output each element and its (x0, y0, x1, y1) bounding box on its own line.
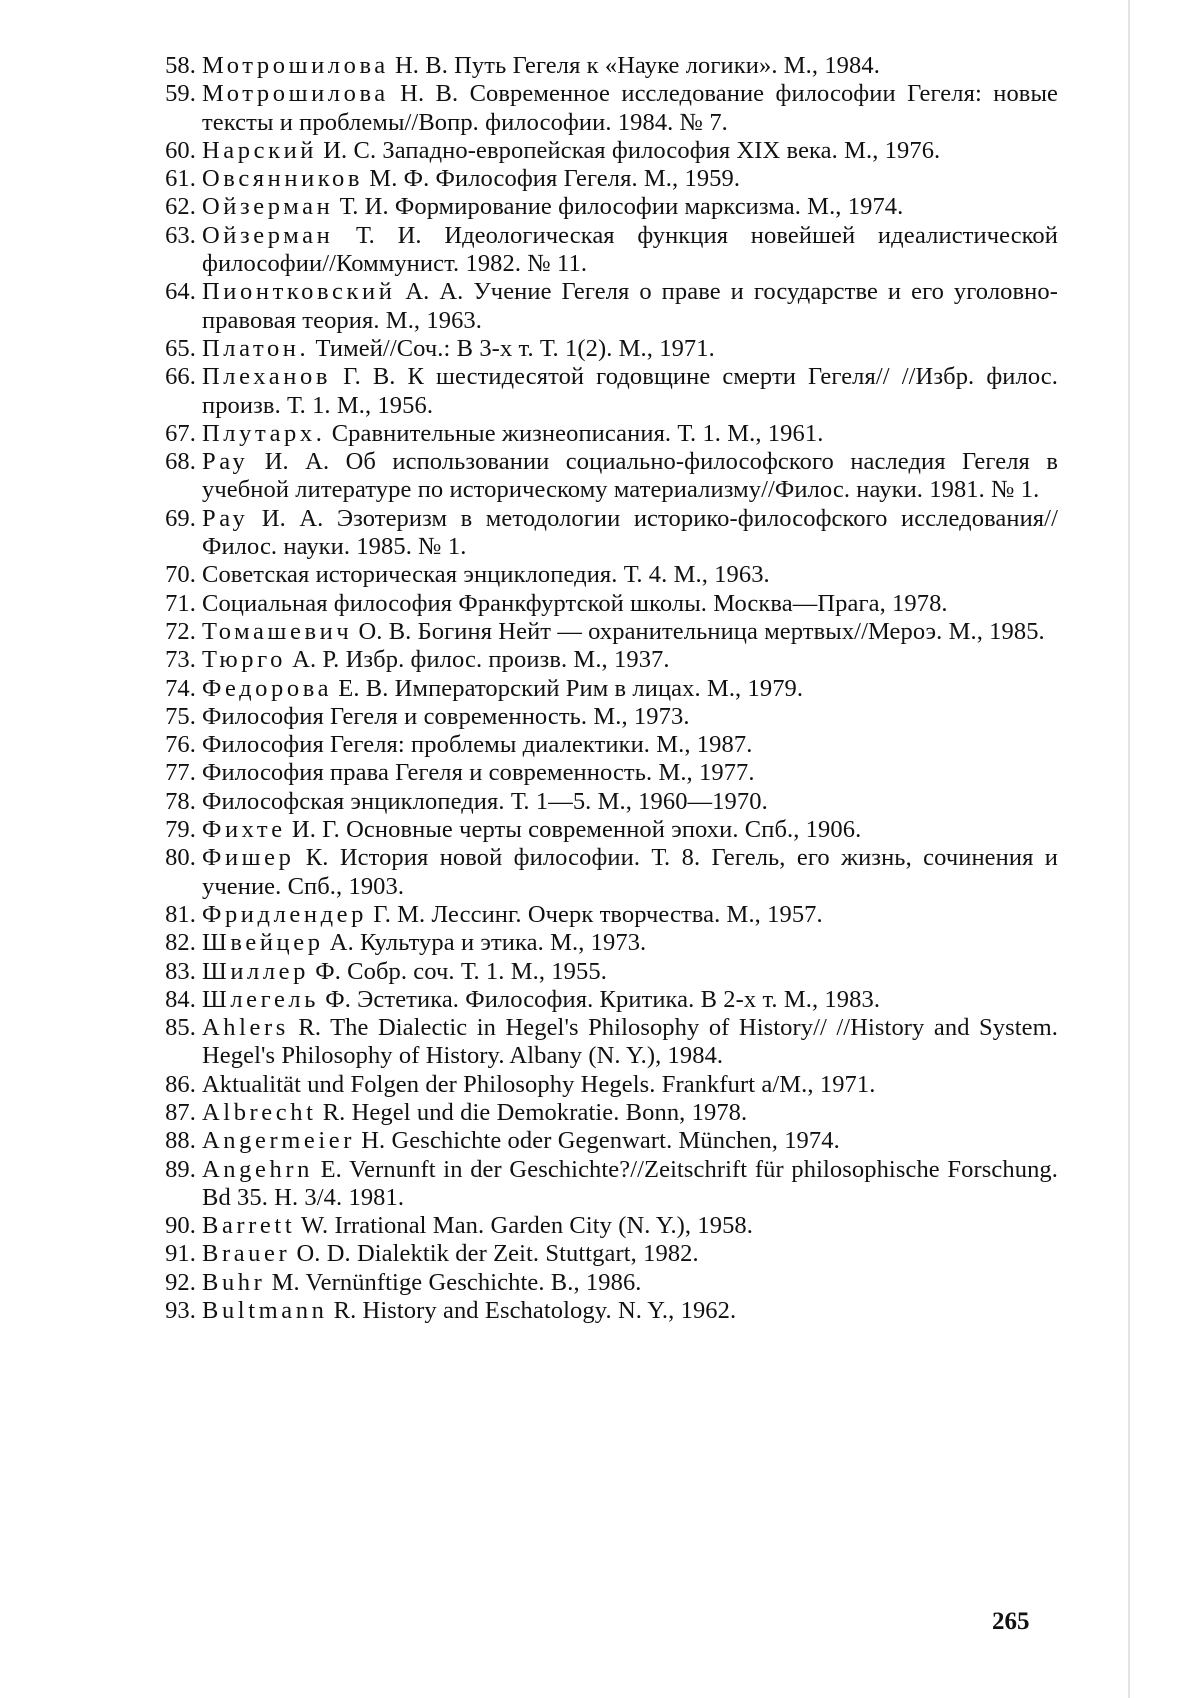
entry-author: Платон. (202, 334, 310, 362)
entry-number: 66. (165, 363, 196, 391)
entry-text: R. The Dialectic in Hegel's Philosophy of History// //History and System. Hegel's Philosophy of History. Albany (N. Y.), 1984. (202, 1014, 1058, 1070)
bibliography-entry (146, 816, 1058, 844)
entry-number: 68. (165, 448, 196, 476)
entry-number: 59. (165, 80, 196, 108)
entry-number: 89. (165, 1155, 196, 1183)
entry-number: 91. (165, 1240, 196, 1268)
bibliography-entry (146, 1014, 1058, 1071)
entry-text: W. Irrational Man. Garden City (N. Y.), 1958. (295, 1212, 754, 1240)
entry-number: 73. (165, 646, 196, 674)
entry-text: R. Hegel und die Demokratie. Bonn, 1978. (316, 1098, 748, 1126)
entry-number: 74. (165, 674, 196, 702)
entry-author: Шлегель (202, 985, 320, 1013)
entry-author: Ойзерман (202, 221, 334, 249)
entry-text: O. D. Dialektik der Zeit. Stuttgart, 1982. (290, 1240, 699, 1268)
bibliography-entry (146, 731, 1058, 759)
entry-number: 78. (165, 787, 196, 815)
page-edge-line (1128, 0, 1130, 1698)
entry-number: 58. (165, 52, 196, 79)
entry-number: 75. (165, 702, 196, 730)
entry-author: Овсянников (202, 165, 364, 193)
bibliography-entry (146, 929, 1058, 957)
entry-author: Bultmann (202, 1297, 328, 1325)
entry-text: Н. В. Современное исследование философии Гегеля: новые тексты и проблемы//Вопр. философии. 1984. № 7. (202, 80, 1058, 136)
entry-text: R. History and Eschatology. N. Y., 1962. (327, 1297, 737, 1325)
bibliography-entry (146, 420, 1058, 448)
entry-text: Ф. Эстетика. Философия. Критика. В 2-х т. М., 1983. (319, 985, 881, 1013)
entry-number: 64. (165, 278, 196, 306)
entry-author: Плеханов (202, 363, 332, 391)
entry-number: 69. (165, 504, 196, 532)
entry-number: 84. (165, 985, 196, 1013)
bibliography-entry (146, 222, 1058, 279)
entry-number: 65. (165, 334, 196, 362)
bibliography-entry (146, 1099, 1058, 1127)
bibliography-entry (146, 278, 1058, 335)
entry-text: А. А. Учение Гегеля о праве и государстве и его уголовно-правовая теория. М., 1963. (202, 278, 1058, 334)
entry-text: Е. В. Императорский Рим в лицах. М., 1979. (332, 674, 804, 702)
entry-text: Философия права Гегеля и современность. М., 1977. (202, 759, 755, 787)
entry-number: 93. (165, 1297, 196, 1325)
entry-author: Ahlers (202, 1014, 289, 1042)
bibliography-entry (146, 363, 1058, 420)
bibliography-entry (146, 986, 1058, 1014)
entry-number: 80. (165, 844, 196, 872)
entry-text: И. С. Западно-европейская философия XIX века. М., 1976. (317, 136, 941, 164)
entry-author: Рау (202, 448, 249, 476)
entry-number: 77. (165, 759, 196, 787)
bibliography-entry (146, 1212, 1058, 1240)
bibliography-entry (146, 80, 1058, 137)
bibliography-entry (146, 1297, 1058, 1325)
page-number: 265 (992, 1608, 1030, 1635)
bibliography-entry (146, 759, 1058, 787)
entry-author: Фихте (202, 816, 286, 844)
bibliography-entry (146, 901, 1058, 929)
entry-text: Социальная философия Франкфуртской школы. Москва—Прага, 1978. (202, 589, 948, 617)
bibliography-entry (146, 703, 1058, 731)
entry-author: Фридлендер (202, 900, 367, 928)
entry-number: 88. (165, 1127, 196, 1155)
entry-text: E. Vernunft in der Geschichte?//Zeitschrift für philosophische Forschung. Bd 35. H. 3/4. 1981. (202, 1155, 1058, 1211)
entry-author: Плутарх. (202, 419, 326, 447)
entry-number: 81. (165, 900, 196, 928)
bibliography-entry (146, 844, 1058, 901)
bibliography-entry (146, 618, 1058, 646)
entry-text: Т. И. Формирование философии марксизма. М., 1974. (333, 193, 904, 221)
entry-author: Швейцер (202, 929, 324, 957)
bibliography-entry (146, 1156, 1058, 1213)
entry-author: Ойзерман (202, 193, 334, 221)
entry-text: М. Ф. Философия Гегеля. М., 1959. (363, 165, 741, 193)
entry-number: 83. (165, 957, 196, 985)
entry-number: 70. (165, 561, 196, 589)
entry-author: Мотрошилова (202, 80, 389, 108)
entry-text: А. Р. Избр. филос. произв. М., 1937. (286, 646, 670, 674)
bibliography-list (146, 52, 1058, 1325)
entry-author: Тюрго (202, 646, 286, 674)
bibliography-entry (146, 1240, 1058, 1268)
entry-author: Angehrn (202, 1155, 313, 1183)
bibliography-entry (146, 646, 1058, 674)
entry-text: Г. М. Лессинг. Очерк творчества. М., 1957. (366, 900, 823, 928)
bibliography-entry (146, 193, 1058, 221)
bibliography-entry (146, 505, 1058, 562)
entry-number: 85. (165, 1014, 196, 1042)
entry-author: Brauer (202, 1240, 291, 1268)
entry-number: 62. (165, 193, 196, 221)
entry-text: К. История новой философии. Т. 8. Гегель, его жизнь, сочинения и учение. Спб., 1903. (202, 844, 1058, 900)
bibliography-entry (146, 788, 1058, 816)
entry-author: Рау (202, 504, 249, 532)
entry-text: Т. И. Идеологическая функция новейшей идеалистической философии//Коммунист. 1982. № 11. (202, 221, 1058, 278)
entry-text: О. В. Богиня Нейт — охранительница мертвых//Мероэ. М., 1985. (352, 617, 1045, 645)
entry-author: Нарский (202, 136, 318, 164)
entry-text: Aktualität und Folgen der Philosophy Hegels. Frankfurt a/M., 1971. (202, 1070, 876, 1098)
bibliography-entry (146, 137, 1058, 165)
entry-text: Сравнительные жизнеописания. Т. 1. М., 1961. (325, 419, 824, 447)
entry-number: 63. (165, 221, 196, 249)
entry-number: 72. (165, 617, 196, 645)
bibliography-entry (146, 590, 1058, 618)
entry-author: Buhr (202, 1268, 266, 1296)
entry-text: И. А. Об использовании социально-философского наследия Гегеля в учебной литературе по историческому материализму//Филос. науки. 1981. № 1. (202, 448, 1058, 504)
entry-author: Angermeier (202, 1127, 355, 1155)
bibliography-entry (146, 675, 1058, 703)
entry-number: 79. (165, 816, 196, 844)
entry-text: Советская историческая энциклопедия. Т. 4. М., 1963. (202, 561, 770, 589)
entry-text: Н. В. Путь Гегеля к «Науке логики». М., 1984. (388, 52, 880, 79)
bibliography-entry (146, 52, 1058, 80)
entry-author: Фишер (202, 844, 295, 872)
bibliography-entry (146, 335, 1058, 363)
entry-text: Г. В. К шестидесятой годовщине смерти Гегеля// //Избр. филос. произв. Т. 1. М., 1956. (202, 363, 1058, 419)
entry-number: 82. (165, 929, 196, 957)
entry-text: M. Vernünftige Geschichte. B., 1986. (265, 1268, 642, 1296)
entry-number: 86. (165, 1070, 196, 1098)
entry-number: 61. (165, 165, 196, 193)
entry-text: Философская энциклопедия. Т. 1—5. М., 1960—1970. (202, 787, 768, 815)
entry-text: Тимей//Соч.: В 3-х т. Т. 1(2). М., 1971. (309, 334, 715, 362)
bibliography-entry (146, 165, 1058, 193)
entry-text: H. Geschichte oder Gegenwart. München, 1974. (355, 1127, 840, 1155)
entry-number: 87. (165, 1098, 196, 1126)
entry-author: Barrett (202, 1212, 296, 1240)
entry-author: Томашевич (202, 617, 353, 645)
bibliography-entry (146, 448, 1058, 505)
entry-number: 60. (165, 136, 196, 164)
bibliography-entry (146, 1071, 1058, 1099)
entry-author: Мотрошилова (202, 52, 389, 79)
entry-text: А. Культура и этика. М., 1973. (323, 929, 647, 957)
entry-author: Пионтковский (202, 278, 396, 306)
bibliography-entry (146, 1269, 1058, 1297)
entry-text: Философия Гегеля: проблемы диалектики. М., 1987. (202, 731, 753, 759)
bibliography-entry (146, 561, 1058, 589)
bibliography-entry (146, 1127, 1058, 1155)
entry-author: Albrecht (202, 1098, 317, 1126)
bibliography-entry (146, 958, 1058, 986)
entry-number: 67. (165, 419, 196, 447)
entry-text: И. Г. Основные черты современной эпохи. Спб., 1906. (285, 816, 862, 844)
entry-number: 71. (165, 589, 196, 617)
entry-number: 92. (165, 1268, 196, 1296)
entry-number: 90. (165, 1212, 196, 1240)
entry-text: Философия Гегеля и современность. М., 1973. (202, 702, 690, 730)
entry-author: Федорова (202, 674, 333, 702)
entry-text: Ф. Собр. соч. Т. 1. М., 1955. (309, 957, 607, 985)
entry-text: И. А. Эзотеризм в методологии историко-философского исследования//Филос. науки. 1985. № 1. (202, 504, 1058, 561)
entry-author: Шиллер (202, 957, 310, 985)
entry-number: 76. (165, 731, 196, 759)
